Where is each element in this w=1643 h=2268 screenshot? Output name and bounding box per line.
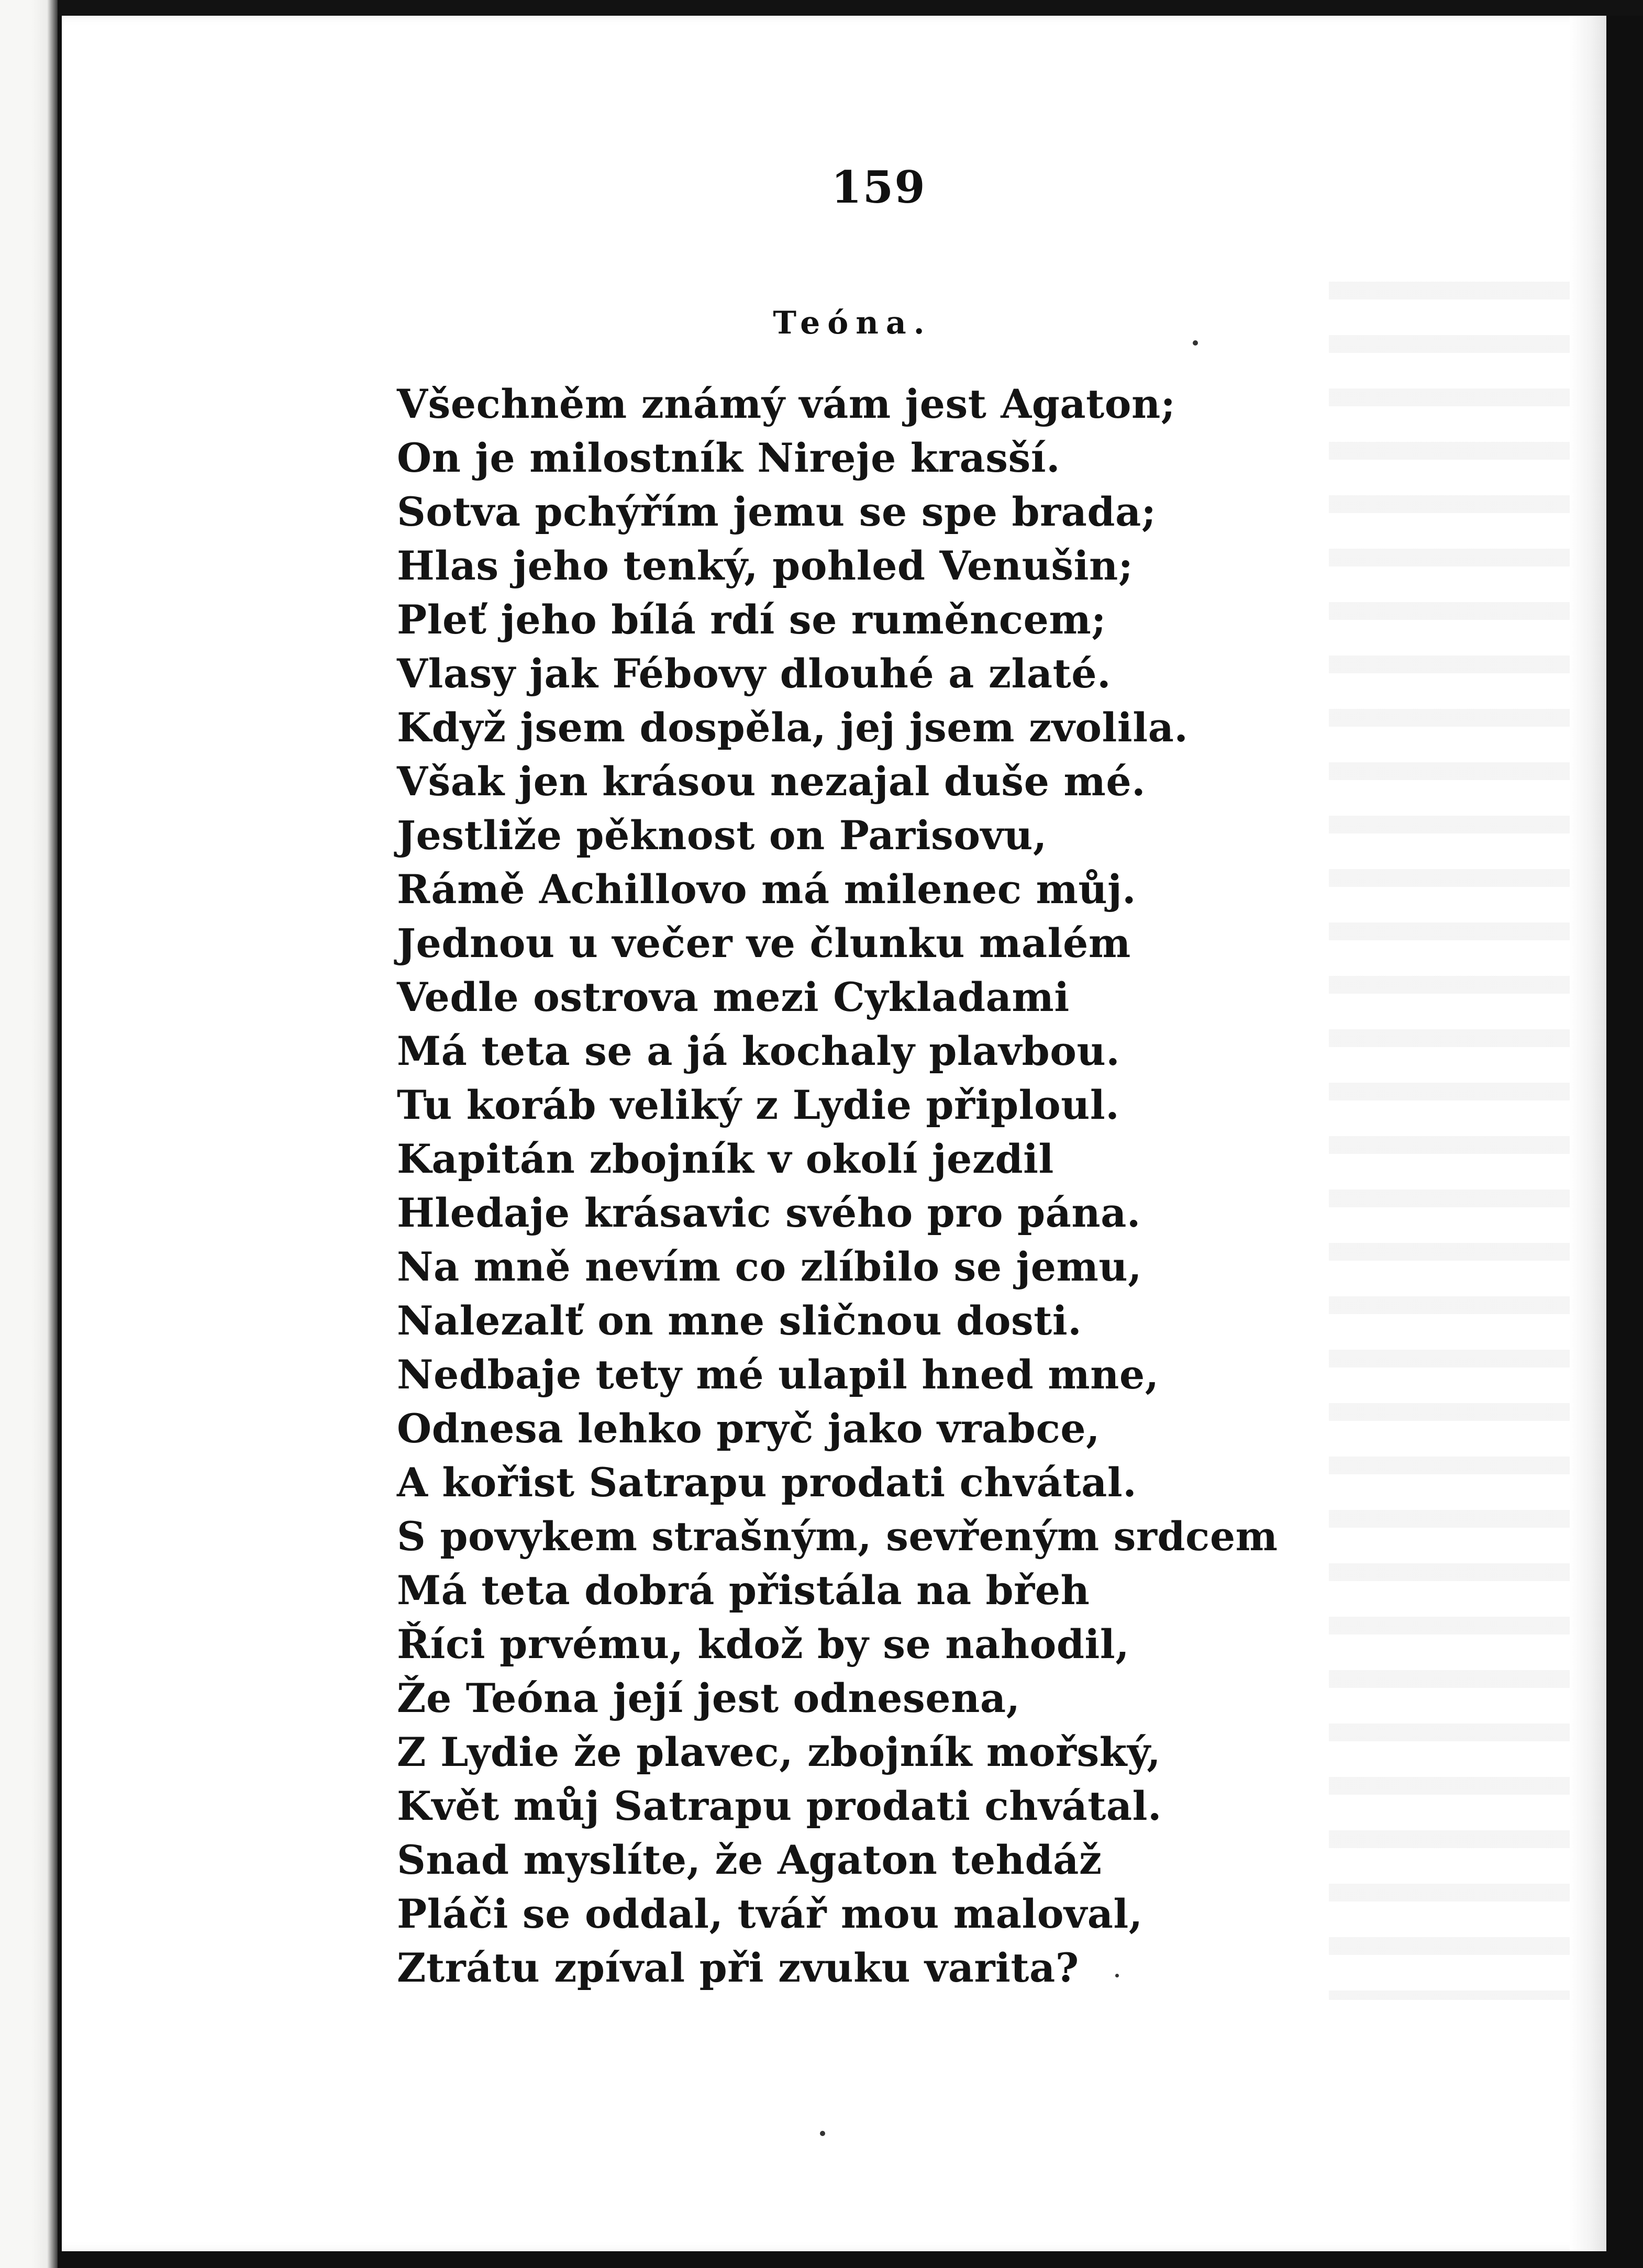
poem-line: Hledaje krásavic svého pro pána. bbox=[397, 1189, 1141, 1236]
poem-line: Ztrátu zpíval při zvuku varita? bbox=[397, 1944, 1079, 1991]
poem-line: Snad myslíte, že Agaton tehdáž bbox=[397, 1837, 1102, 1883]
show-through-text bbox=[1329, 262, 1580, 2000]
poem-line: Tu koráb veliký z Lydie připloul. bbox=[397, 1082, 1120, 1128]
poem-line: A kořist Satrapu prodati chvátal. bbox=[397, 1459, 1137, 1506]
page-number: 159 bbox=[831, 161, 926, 213]
poem-line: On je milostník Nireje krasší. bbox=[397, 435, 1061, 481]
scan-top-edge bbox=[58, 0, 1643, 16]
poem-line: Vedle ostrova mezi Cykladami bbox=[397, 974, 1070, 1020]
poem-line: Má teta se a já kochaly plavbou. bbox=[397, 1028, 1120, 1074]
ink-speck bbox=[1115, 1974, 1119, 1977]
poem-line: Pláči se oddal, tvář mou maloval, bbox=[397, 1891, 1143, 1937]
poem-line: Nedbaje tety mé ulapil hned mne, bbox=[397, 1351, 1159, 1398]
poem-line: Že Teóna její jest odnesena, bbox=[397, 1675, 1020, 1721]
facing-page-edge bbox=[0, 0, 58, 2268]
poem-line: Když jsem dospěla, jej jsem zvolila. bbox=[397, 704, 1189, 751]
ink-speck bbox=[820, 2131, 825, 2136]
poem-line: Z Lydie že plavec, zbojník mořský, bbox=[397, 1729, 1161, 1775]
poem-line: Květ můj Satrapu prodati chvátal. bbox=[397, 1783, 1162, 1829]
poem-line: Má teta dobrá přistála na břeh bbox=[397, 1567, 1090, 1614]
poem-line: Říci prvému, kdož by se nahodil, bbox=[397, 1621, 1130, 1667]
poem-line: Sotva pchýřím jemu se spe brada; bbox=[397, 488, 1157, 535]
book-page bbox=[62, 16, 1606, 2251]
poem-line: Vlasy jak Fébovy dlouhé a zlaté. bbox=[397, 650, 1112, 697]
poem-line: Odnesa lehko pryč jako vrabce, bbox=[397, 1405, 1101, 1452]
poem-line: Nalezalť on mne sličnou dosti. bbox=[397, 1297, 1082, 1344]
poem-line: Všechněm známý vám jest Agaton; bbox=[397, 381, 1176, 427]
poem-line: Kapitán zbojník v okolí jezdil bbox=[397, 1136, 1054, 1182]
page-right-edge bbox=[1570, 16, 1606, 2251]
poem-line: Však jen krásou nezajal duše mé. bbox=[397, 758, 1146, 805]
poem-line: Na mně nevím co zlíbilo se jemu, bbox=[397, 1243, 1142, 1290]
poem-line: S povykem strašným, sevřeným srdcem bbox=[397, 1513, 1278, 1560]
poem-title: Teóna. bbox=[773, 305, 932, 341]
poem-line: Rámě Achillovo má milenec můj. bbox=[397, 866, 1137, 913]
poem-line: Jednou u večer ve člunku malém bbox=[397, 920, 1131, 966]
poem-body bbox=[397, 377, 1318, 1995]
poem-line: Hlas jeho tenký, pohled Venušin; bbox=[397, 542, 1134, 589]
ink-speck bbox=[1193, 340, 1198, 346]
poem-line: Jestliže pěknost on Parisovu, bbox=[397, 812, 1047, 859]
poem-line: Pleť jeho bílá rdí se ruměncem; bbox=[397, 596, 1106, 643]
